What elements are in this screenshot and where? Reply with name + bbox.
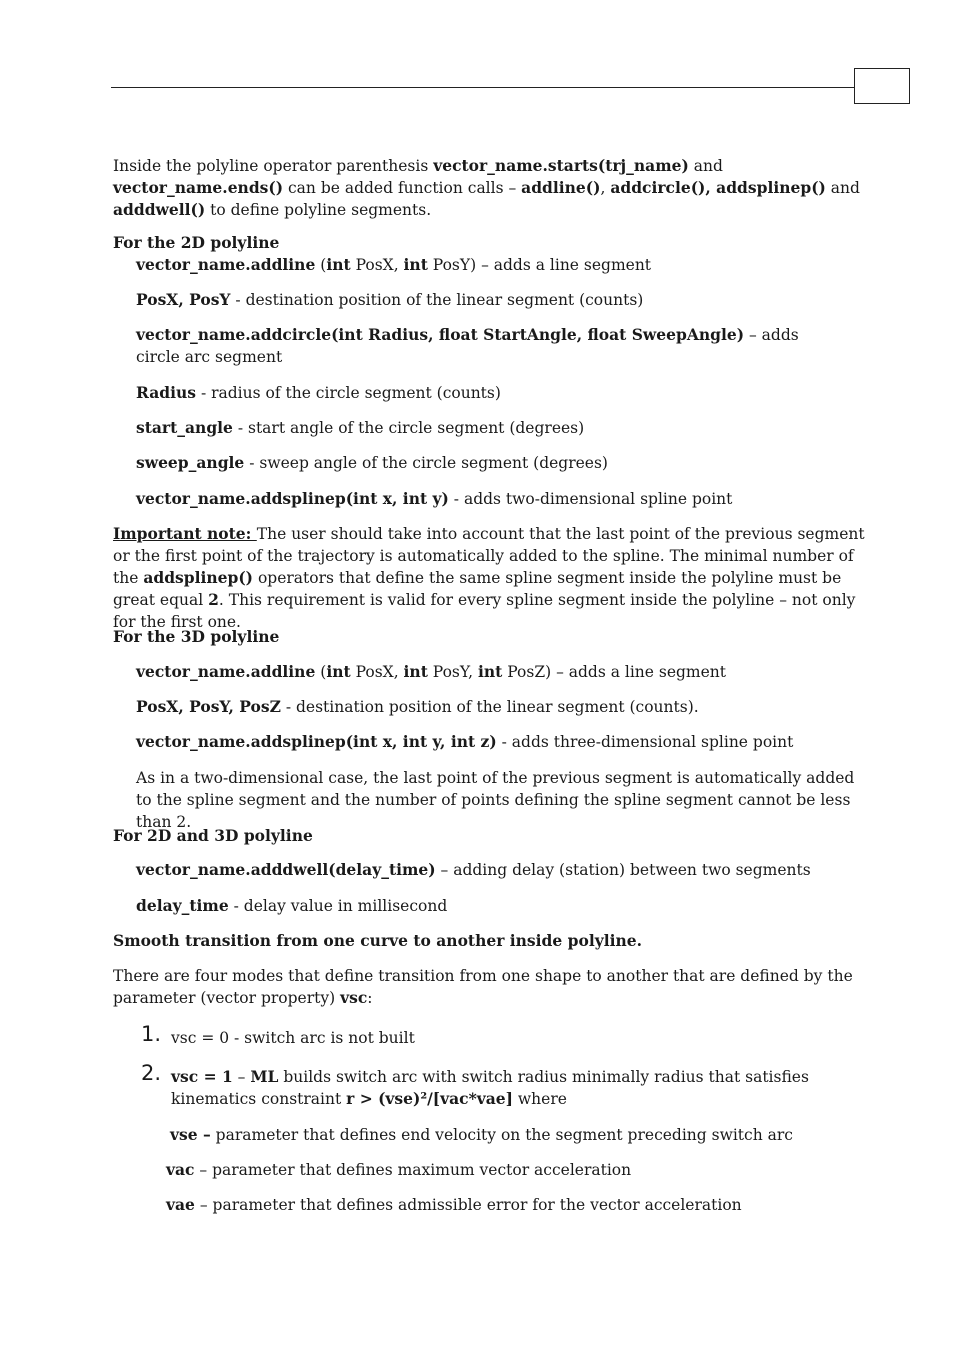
modes-paragraph: There are four modes that define transition from one shape to another that are defined by the parameter (vector property) vsc: xyxy=(113,967,853,1007)
vac-desc: vac – parameter that defines maximum vector acceleration xyxy=(166,1160,632,1179)
addline-2d: vector_name.addline (int PosX, int PosY) – adds a line segment xyxy=(136,255,652,274)
addsplinep-2d: vector_name.addsplinep(int x, int y) - adds two-dimensional spline point xyxy=(136,489,733,508)
heading-smooth-transition: Smooth transition from one curve to another inside polyline. xyxy=(113,931,643,950)
delay-time-desc: delay_time - delay value in millisecond xyxy=(136,896,448,915)
vse-desc: vse – parameter that defines end velocity on the segment preceding switch arc xyxy=(170,1125,793,1144)
radius-desc: Radius - radius of the circle segment (counts) xyxy=(136,383,501,402)
sweep-angle-desc: sweep_angle - sweep angle of the circle segment (degrees) xyxy=(136,453,608,472)
posxyz-desc: PosX, PosY, PosZ - destination position of the linear segment (counts). xyxy=(136,697,699,716)
intro-paragraph: Inside the polyline operator parenthesis vector_name.starts(trj_name) and vector_name.ends() can be added function calls – addline(), addcircle(), addsplinep() and adddwell() to define polyline segments. xyxy=(113,156,860,219)
addsplinep-3d: vector_name.addsplinep(int x, int y, int z) - adds three-dimensional spline point xyxy=(136,732,794,751)
heading-2d: For the 2D polyline xyxy=(113,233,280,252)
posxy-desc: PosX, PosY - destination position of the linear segment (counts) xyxy=(136,290,644,309)
adddwell-desc: vector_name.adddwell(delay_time) – adding delay (station) between two segments xyxy=(136,860,811,879)
heading-2d-3d: For 2D and 3D polyline xyxy=(113,826,313,845)
heading-3d: For the 3D polyline xyxy=(113,627,280,646)
list-item-vsc-1: 2. vsc = 1 – ML builds switch arc with switch radius minimally radius that satisfies kinematics constraint r > (vse)²/[vac*vae] where xyxy=(141,1061,809,1108)
header-rule xyxy=(111,87,855,88)
list-item-vsc-0: 1. vsc = 0 - switch arc is not built xyxy=(141,1022,415,1047)
spline-3d-note: As in a two-dimensional case, the last point of the previous segment is automatically added to the spline segment and the number of points defining the spline segment cannot be less than 2. xyxy=(136,769,855,831)
list-number: 1. xyxy=(141,1022,162,1046)
start-angle-desc: start_angle - start angle of the circle segment (degrees) xyxy=(136,418,585,437)
vae-desc: vae – parameter that defines admissible error for the vector acceleration xyxy=(166,1195,742,1214)
page-number-box xyxy=(854,68,910,104)
addline-3d: vector_name.addline (int PosX, int PosY, int PosZ) – adds a line segment xyxy=(136,662,727,681)
list-number: 2. xyxy=(141,1061,162,1085)
important-note: Important note: The user should take into account that the last point of the previous segment or the first point of the trajectory is automatically added to the spline. The minimal number of the addsplinep() operators that define the same spline segment inside the polyline must be great equal 2. This requirement is valid for every spline segment inside the polyline – not only for the first one. xyxy=(113,524,865,631)
addcircle-desc: vector_name.addcircle(int Radius, float StartAngle, float SweepAngle) – adds circle arc segment xyxy=(136,325,799,366)
